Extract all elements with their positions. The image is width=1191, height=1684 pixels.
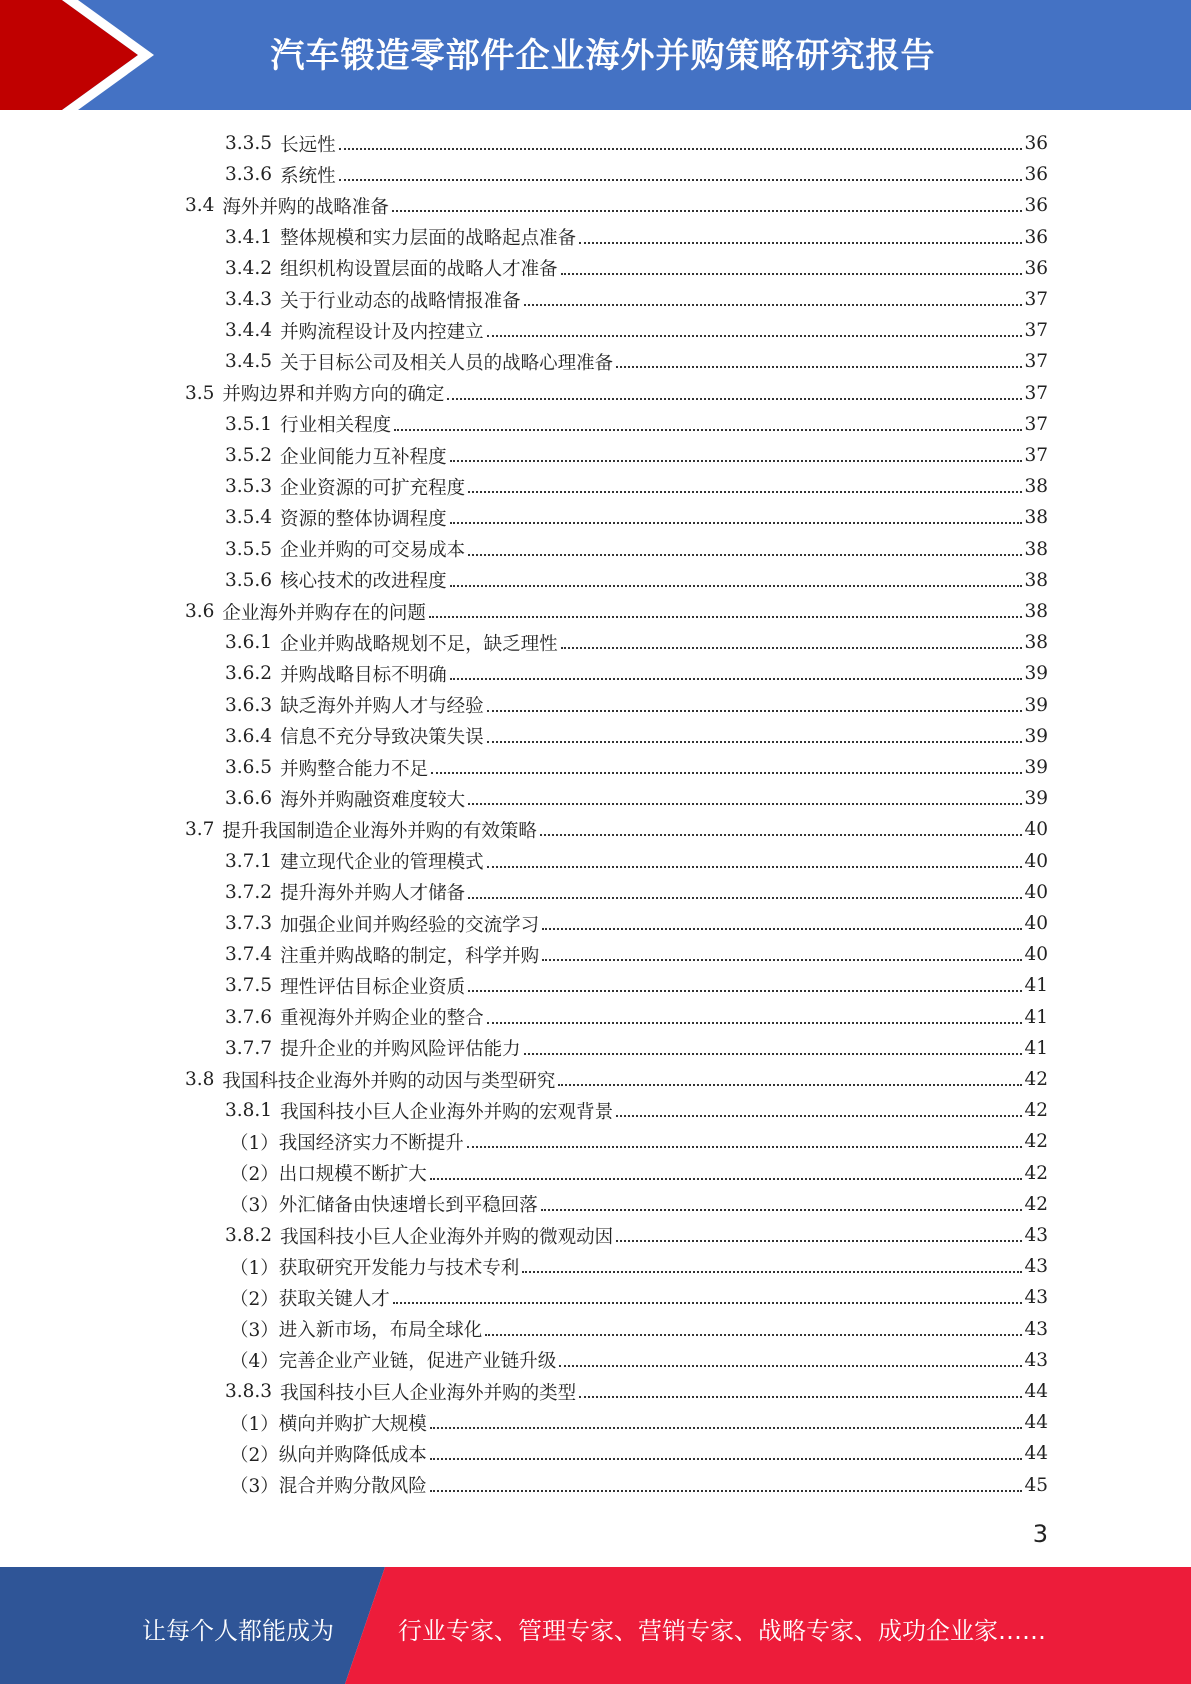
toc-entry-number: 3.7	[185, 819, 215, 841]
toc-dot-leader	[524, 1052, 1023, 1055]
toc-entry-number: 3.6.4	[225, 725, 273, 747]
toc-entry-title: 提升企业的并购风险评估能力	[280, 1039, 521, 1061]
toc-dot-leader	[394, 428, 1022, 431]
toc-entry-number: 3.7.2	[225, 881, 273, 903]
toc-dot-leader	[616, 365, 1022, 368]
toc-entry[interactable]	[185, 190, 1048, 221]
toc-entry-number: 3.6	[185, 601, 215, 622]
toc-dot-leader	[487, 1021, 1023, 1024]
toc-entry-number: （2）	[230, 1288, 279, 1310]
toc-entry-title: 建立现代企业的管理模式	[280, 852, 484, 874]
toc-entry-number: （4）	[230, 1351, 279, 1373]
toc-entry-number: （2）	[230, 1444, 279, 1466]
toc-dot-leader	[339, 147, 1023, 150]
toc-entry-title: 注重并购战略的制定，科学并购	[280, 945, 540, 967]
toc-entry-page: 40	[1024, 850, 1048, 872]
toc-dot-leader	[430, 1457, 1023, 1460]
toc-entry-title: 并购边界和并购方向的确定	[222, 384, 445, 406]
toc-dot-leader	[524, 303, 1023, 306]
toc-dot-leader	[468, 802, 1022, 805]
toc-entry-number: 3.4.4	[225, 320, 273, 342]
toc-entry-title: 组织机构设置层面的战略人才准备	[280, 259, 558, 281]
toc-entry[interactable]	[225, 877, 1048, 908]
toc-entry-title: 外汇储备由快速增长到平稳回落	[278, 1195, 538, 1217]
toc-dot-leader	[468, 490, 1022, 493]
toc-entry[interactable]	[225, 346, 1048, 377]
toc-entry[interactable]	[230, 1407, 1048, 1438]
toc-entry-number: 3.7.6	[225, 1006, 273, 1028]
toc-entry-number: 3.6.5	[225, 757, 273, 778]
toc-dot-leader	[540, 833, 1023, 836]
toc-entry-number: 3.8	[185, 1069, 215, 1090]
toc-dot-leader	[430, 1426, 1023, 1429]
toc-entry-number: （1）	[230, 1257, 279, 1279]
toc-entry[interactable]	[225, 783, 1048, 814]
toc-entry-title: 整体规模和实力层面的战略起点准备	[280, 228, 577, 250]
toc-entry-title: 加强企业间并购经验的交流学习	[280, 914, 540, 936]
toc-dot-leader	[430, 1489, 1023, 1492]
toc-entry[interactable]	[230, 1470, 1048, 1501]
toc-entry[interactable]	[225, 565, 1048, 596]
toc-entry-number: 3.6.6	[225, 788, 273, 810]
toc-entry-number: 3.5.6	[225, 569, 273, 591]
toc-entry[interactable]	[225, 222, 1048, 253]
toc-entry-page: 39	[1024, 663, 1048, 685]
toc-entry[interactable]	[225, 409, 1048, 440]
toc-entry-title: 企业并购的可交易成本	[280, 540, 466, 562]
page-number: 3	[1032, 1520, 1048, 1548]
toc-entry-number: 3.7.1	[225, 850, 273, 872]
toc-entry[interactable]	[225, 1376, 1048, 1407]
toc-entry-title: 进入新市场，布局全球化	[278, 1320, 483, 1342]
page-title: 汽车锻造零部件企业海外并购策略研究报告	[270, 36, 936, 76]
toc-entry-number: （2）	[230, 1164, 279, 1186]
toc-entry[interactable]	[230, 1314, 1048, 1345]
toc-entry-page: 39	[1024, 757, 1048, 778]
toc-dot-leader	[542, 927, 1022, 930]
toc-entry-page: 40	[1024, 913, 1048, 934]
toc-entry-number: 3.5.5	[225, 538, 273, 560]
toc-entry-number: 3.3.5	[225, 133, 273, 154]
toc-entry-number: 3.6.1	[225, 632, 273, 654]
toc-entry-title: 信息不充分导致决策失误	[280, 727, 484, 749]
toc-entry-title: 长远性	[280, 134, 336, 156]
toc-entry-title: 我国科技企业海外并购的动因与类型研究	[222, 1070, 556, 1092]
toc-entry[interactable]	[225, 690, 1048, 721]
toc-entry[interactable]	[225, 752, 1048, 783]
toc-dot-leader	[392, 209, 1023, 212]
toc-entry-page: 44	[1024, 1443, 1048, 1465]
toc-dot-leader	[468, 896, 1022, 899]
toc-dot-leader	[431, 771, 1022, 774]
toc-entry-title: 我国经济实力不断提升	[278, 1132, 464, 1154]
toc-entry-title: 完善企业产业链，促进产业链升级	[278, 1351, 557, 1373]
toc-dot-leader	[561, 646, 1023, 649]
toc-entry-number: 3.4.5	[225, 351, 273, 373]
toc-entry-page: 37	[1024, 413, 1048, 435]
toc-entry-page: 39	[1024, 725, 1048, 747]
toc-entry[interactable]	[225, 939, 1048, 970]
toc-entry-page: 43	[1024, 1225, 1048, 1246]
toc-entry-title: 我国科技小巨人企业海外并购的微观动因	[280, 1226, 614, 1248]
toc-entry-page: 44	[1024, 1412, 1048, 1434]
toc-entry-title: 我国科技小巨人企业海外并购的类型	[280, 1382, 577, 1404]
toc-entry-page: 39	[1024, 788, 1048, 810]
toc-entry-title: 并购整合能力不足	[280, 758, 429, 780]
toc-entry-page: 42	[1024, 1069, 1048, 1090]
toc-entry-page: 41	[1024, 1037, 1048, 1059]
toc-entry[interactable]	[225, 1095, 1048, 1126]
toc-entry-title: 关于行业动态的战略情报准备	[280, 290, 521, 312]
toc-entry-title: 系统性	[280, 165, 336, 187]
toc-dot-leader	[487, 865, 1023, 868]
toc-entry-title: 关于目标公司及相关人员的战略心理准备	[280, 352, 614, 374]
toc-entry-title: 获取研究开发能力与技术专利	[278, 1257, 520, 1279]
toc-entry-number: 3.6.2	[225, 663, 273, 685]
toc-entry-page: 42	[1024, 1100, 1048, 1122]
toc-entry-title: 企业海外并购存在的问题	[222, 602, 426, 624]
toc-entry-title: 纵向并购降低成本	[278, 1444, 427, 1466]
toc-entry[interactable]	[225, 970, 1048, 1001]
toc-dot-leader	[487, 334, 1023, 337]
toc-dot-leader	[558, 1083, 1022, 1086]
toc-dot-leader	[487, 709, 1023, 712]
toc-entry-number: 3.5.3	[225, 476, 273, 498]
toc-entry-title: 企业资源的可扩充程度	[280, 477, 466, 499]
toc-entry-title: 混合并购分散风险	[278, 1476, 427, 1498]
toc-entry-page: 40	[1024, 819, 1048, 841]
toc-dot-leader	[430, 1177, 1023, 1180]
toc-entry-number: 3.7.4	[225, 944, 273, 966]
toc-entry-page: 38	[1024, 507, 1048, 529]
toc-dot-leader	[561, 272, 1023, 275]
toc-dot-leader	[468, 553, 1022, 556]
toc-entry-page: 37	[1024, 320, 1048, 342]
toc-entry-number: 3.8.2	[225, 1225, 273, 1246]
toc-entry-page: 40	[1024, 944, 1048, 966]
toc-entry-number: 3.4	[185, 195, 215, 217]
toc-dot-leader	[485, 1333, 1022, 1336]
toc-entry-number: 3.5.2	[225, 445, 273, 466]
toc-entry-title: 横向并购扩大规模	[278, 1413, 427, 1435]
toc-entry-number: （3）	[230, 1195, 279, 1217]
toc-entry[interactable]	[225, 315, 1048, 346]
toc-entry-title: 出口规模不断扩大	[278, 1164, 427, 1186]
toc-entry-page: 43	[1024, 1318, 1048, 1340]
toc-entry[interactable]	[230, 1345, 1048, 1376]
toc-entry-page: 38	[1024, 601, 1048, 622]
toc-dot-leader	[429, 615, 1023, 618]
toc-entry-number: 3.4.2	[225, 257, 273, 279]
toc-entry[interactable]	[225, 1033, 1048, 1064]
toc-entry-page: 38	[1024, 632, 1048, 654]
toc-entry-page: 36	[1024, 164, 1048, 186]
toc-entry[interactable]	[225, 471, 1048, 502]
toc-entry-page: 41	[1024, 1006, 1048, 1028]
toc-entry-number: （1）	[230, 1413, 279, 1435]
toc-entry-number: 3.7.7	[225, 1037, 273, 1059]
toc-entry-page: 39	[1024, 694, 1048, 716]
toc-entry[interactable]	[225, 1220, 1048, 1251]
toc-entry[interactable]	[185, 1064, 1048, 1095]
toc-entry-page: 43	[1024, 1256, 1048, 1278]
toc-entry-number: 3.5	[185, 382, 215, 404]
toc-entry-title: 重视海外并购企业的整合	[280, 1008, 484, 1030]
toc-entry-title: 行业相关程度	[280, 415, 392, 437]
toc-entry-number: 3.4.3	[225, 289, 273, 310]
toc-entry[interactable]	[225, 502, 1048, 533]
toc-entry[interactable]	[225, 627, 1048, 658]
toc-entry-page: 36	[1024, 226, 1048, 248]
footer-slogan-right: 行业专家、管理专家、营销专家、战略专家、成功企业家……	[398, 1617, 1046, 1645]
toc-entry[interactable]	[225, 284, 1048, 315]
toc-entry[interactable]	[225, 658, 1048, 689]
toc-entry[interactable]	[230, 1282, 1048, 1313]
toc-entry-number: （3）	[230, 1476, 279, 1498]
toc-entry-page: 37	[1024, 382, 1048, 404]
toc-entry[interactable]	[185, 814, 1048, 845]
toc-entry-title: 获取关键人才	[278, 1288, 390, 1310]
toc-entry-title: 缺乏海外并购人才与经验	[280, 696, 484, 718]
toc-entry-page: 45	[1024, 1474, 1048, 1496]
toc-entry-number: 3.6.3	[225, 694, 273, 716]
toc-dot-leader	[450, 459, 1023, 462]
toc-entry[interactable]	[230, 1158, 1048, 1189]
toc-entry-number: 3.7.3	[225, 913, 273, 934]
toc-entry-page: 38	[1024, 538, 1048, 560]
toc-entry[interactable]	[225, 159, 1048, 190]
toc-entry-page: 37	[1024, 289, 1048, 310]
toc-entry[interactable]	[225, 846, 1048, 877]
toc-dot-leader	[579, 1395, 1022, 1398]
footer-banner	[0, 1567, 1191, 1684]
toc-entry-page: 44	[1024, 1381, 1048, 1402]
toc-dot-leader	[616, 1239, 1022, 1242]
toc-entry-page: 38	[1024, 569, 1048, 591]
toc-dot-leader	[579, 241, 1022, 244]
toc-dot-leader	[487, 740, 1023, 743]
toc-entry-title: 理性评估目标企业资质	[280, 976, 466, 998]
toc-entry-title: 资源的整体协调程度	[280, 508, 447, 530]
toc-dot-leader	[450, 677, 1023, 680]
toc-entry-page: 36	[1024, 133, 1048, 154]
toc-entry-page: 37	[1024, 445, 1048, 466]
toc-entry-page: 42	[1024, 1162, 1048, 1184]
toc-dot-leader	[541, 1208, 1023, 1211]
toc-entry[interactable]	[225, 908, 1048, 939]
toc-entry-title: 提升海外并购人才储备	[280, 883, 466, 905]
toc-dot-leader	[450, 521, 1023, 524]
toc-dot-leader	[522, 1270, 1022, 1273]
toc-entry[interactable]	[230, 1251, 1048, 1282]
toc-entry[interactable]	[225, 128, 1048, 159]
toc-entry-page: 42	[1024, 1193, 1048, 1215]
toc-dot-leader	[467, 1145, 1023, 1148]
toc-dot-leader	[468, 989, 1022, 992]
toc-entry[interactable]	[225, 721, 1048, 752]
toc-entry-page: 41	[1024, 975, 1048, 997]
toc-entry-page: 38	[1024, 476, 1048, 498]
toc-entry-title: 并购战略目标不明确	[280, 664, 447, 686]
toc-entry[interactable]	[230, 1438, 1048, 1469]
toc-entry-number: 3.7.5	[225, 975, 273, 997]
toc-dot-leader	[450, 584, 1023, 587]
toc-entry-page: 43	[1024, 1349, 1048, 1371]
toc-entry-number: （3）	[230, 1320, 279, 1342]
toc-entry[interactable]	[185, 596, 1048, 627]
toc-dot-leader	[542, 958, 1022, 961]
toc-entry[interactable]	[225, 253, 1048, 284]
toc-entry-page: 36	[1024, 257, 1048, 279]
toc-entry-title: 海外并购融资难度较大	[280, 789, 466, 811]
toc-entry[interactable]	[225, 440, 1048, 471]
toc-dot-leader	[616, 1114, 1022, 1117]
toc-entry-page: 37	[1024, 351, 1048, 373]
toc-entry-number: 3.3.6	[225, 164, 273, 186]
toc-entry-number: 3.8.1	[225, 1100, 273, 1122]
toc-entry-number: 3.5.1	[225, 413, 273, 435]
header-bar	[0, 0, 1191, 110]
toc-entry-number: （1）	[230, 1132, 279, 1154]
toc-entry-title: 海外并购的战略准备	[222, 196, 389, 218]
toc-entry-page: 36	[1024, 195, 1048, 217]
toc-entry[interactable]	[230, 1126, 1048, 1157]
toc-entry-title: 并购流程设计及内控建立	[280, 321, 484, 343]
toc-entry-number: 3.8.3	[225, 1381, 273, 1402]
toc-entry[interactable]	[185, 378, 1048, 409]
toc-entry[interactable]	[225, 1002, 1048, 1033]
footer-slogan-left: 让每个人都能成为	[142, 1617, 334, 1645]
toc-entry-number: 3.5.4	[225, 507, 273, 529]
toc-entry-number: 3.4.1	[225, 226, 273, 248]
toc-dot-leader	[339, 178, 1023, 181]
toc-entry[interactable]	[230, 1189, 1048, 1220]
toc-entry-page: 40	[1024, 881, 1048, 903]
toc-entry-title: 提升我国制造企业海外并购的有效策略	[222, 820, 537, 842]
toc-entry[interactable]	[225, 534, 1048, 565]
toc-entry-page: 43	[1024, 1287, 1048, 1309]
toc-entry-page: 42	[1024, 1131, 1048, 1153]
toc-dot-leader	[559, 1364, 1022, 1367]
toc-dot-leader	[393, 1301, 1023, 1304]
toc-entry-title: 我国科技小巨人企业海外并购的宏观背景	[280, 1101, 614, 1123]
toc-dot-leader	[447, 397, 1022, 400]
toc-entry-title: 企业间能力互补程度	[280, 446, 447, 468]
toc-entry-title: 核心技术的改进程度	[280, 571, 447, 593]
toc-entry-title: 企业并购战略规划不足，缺乏理性	[280, 633, 558, 655]
